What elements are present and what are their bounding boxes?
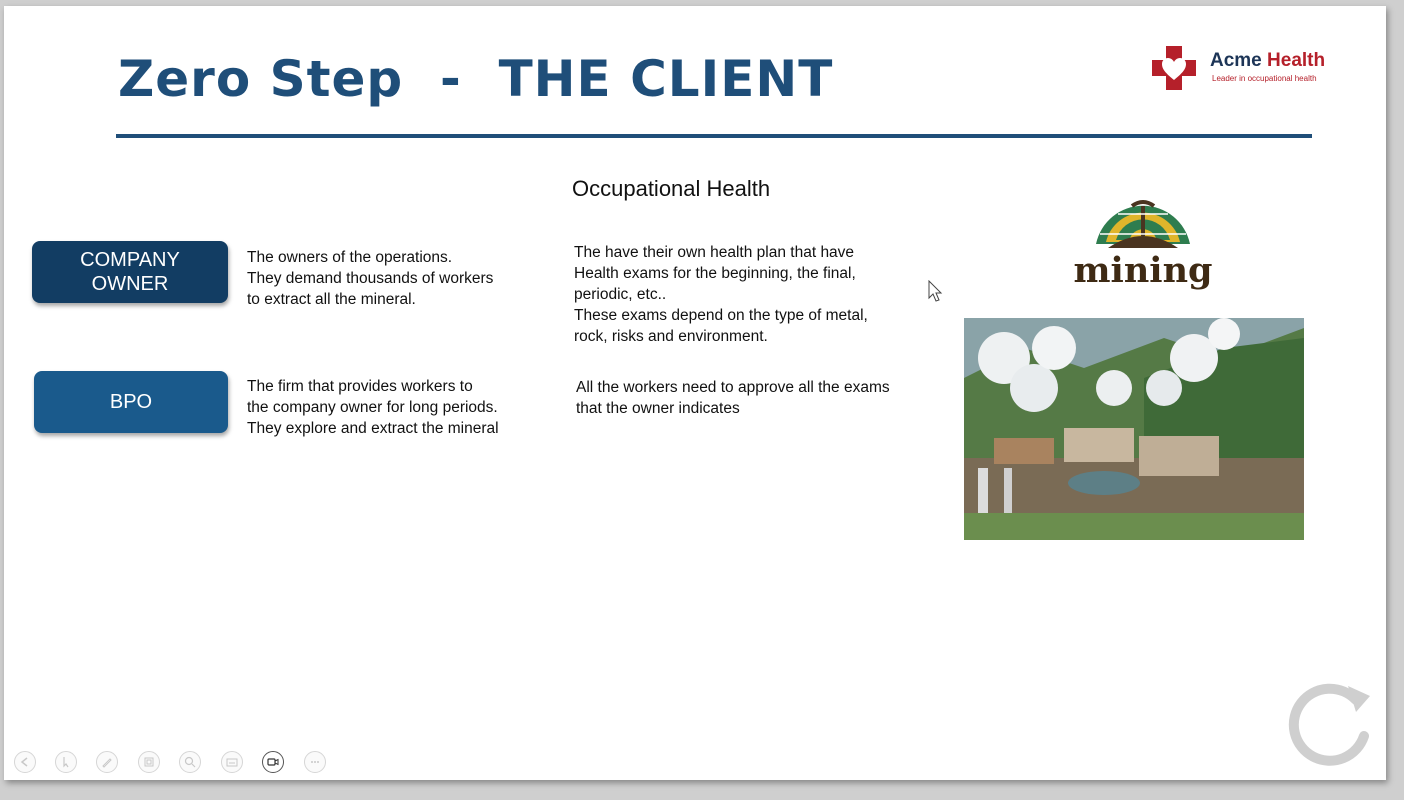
bpo-health-text [576, 377, 890, 419]
bpo-label: BPO [109, 391, 153, 413]
more-icon[interactable] [304, 751, 326, 773]
mining-logo [1068, 184, 1218, 302]
presentation-slide [4, 6, 1386, 780]
text-line: All the workers need to approve all the exams [576, 379, 890, 396]
text-line: the company owner for long periods. [247, 399, 498, 416]
mining-emblem-icon [1068, 184, 1218, 254]
text-line: The have their own health plan that have [574, 244, 855, 261]
occupational-health-heading: Occupational Health [572, 176, 771, 201]
company-owner-label-line1: COMPANY [80, 249, 180, 271]
brand-tagline: Leader in occupational health [1212, 74, 1317, 83]
text-line: These exams depend on the type of metal, [574, 307, 868, 324]
slide-title: Zero Step - THE CLIENT [118, 50, 834, 108]
company-owner-description [247, 247, 493, 310]
acme-health-logo [1150, 44, 1350, 92]
brand-name-part2: Health [1267, 50, 1326, 71]
brand-name-part1: Acme [1210, 50, 1262, 71]
company-owner-button[interactable] [32, 241, 228, 303]
subtitles-icon[interactable] [221, 751, 243, 773]
mouse-cursor-icon [928, 280, 944, 304]
bpo-description [247, 376, 499, 439]
text-line: Health exams for the beginning, the final, [574, 265, 856, 282]
zoom-icon[interactable] [179, 751, 201, 773]
pen-icon[interactable] [96, 751, 118, 773]
text-line: The owners of the operations. [247, 249, 453, 266]
text-line: to extract all the mineral. [247, 291, 416, 308]
text-line: rock, risks and environment. [574, 328, 768, 345]
refresh-icon [1286, 678, 1376, 768]
text-line: They demand thousands of workers [247, 270, 494, 287]
company-owner-health-text [574, 242, 868, 347]
medical-cross-heart-icon [1150, 44, 1198, 92]
slides-icon[interactable] [138, 751, 160, 773]
pointer-icon[interactable] [55, 751, 77, 773]
mining-plant-photo [964, 318, 1304, 540]
text-line: The firm that provides workers to [247, 378, 473, 395]
mining-wordmark: mining [1073, 250, 1213, 291]
company-owner-label-line2: OWNER [91, 273, 169, 295]
bpo-button[interactable] [34, 371, 228, 433]
brand-name [1210, 50, 1325, 72]
text-line: periodic, etc.. [574, 286, 667, 303]
prev-icon[interactable] [14, 751, 36, 773]
camera-icon[interactable] [262, 751, 284, 773]
title-divider [116, 134, 1312, 138]
text-line: that the owner indicates [576, 400, 740, 417]
text-line: They explore and extract the mineral [247, 420, 499, 437]
